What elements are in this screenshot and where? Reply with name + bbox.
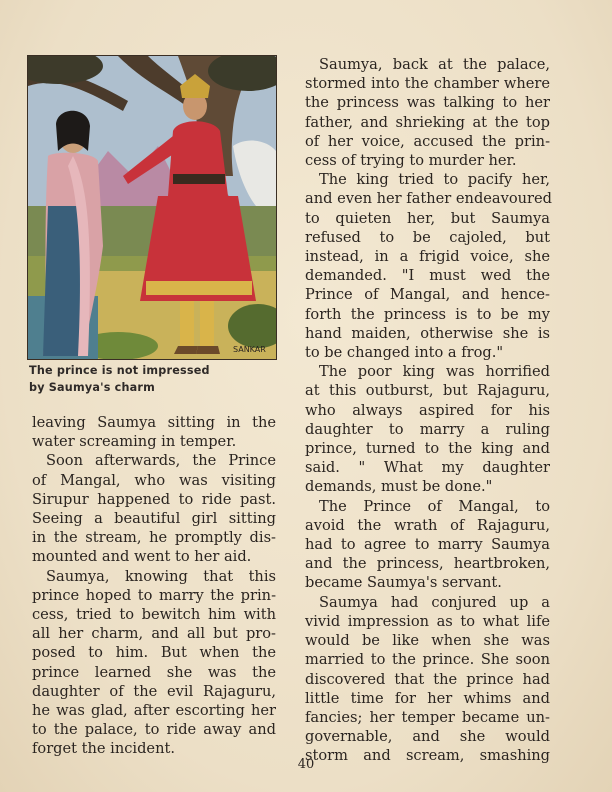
text-line: the princess was talking to her	[305, 94, 550, 112]
text-line: The Prince of Mangal, to	[319, 497, 550, 515]
text-line: cess of trying to murder her.	[305, 152, 517, 170]
illustration-art	[28, 56, 276, 359]
text-line: governable, and she would	[305, 728, 550, 746]
text-line: said. " What my daughter	[305, 459, 550, 477]
text-line: became Saumya's servant.	[305, 574, 502, 592]
text-line: demands, must be done."	[305, 478, 493, 496]
text-line: at this outburst, but Rajaguru,	[305, 382, 550, 400]
text-line: Saumya, back at the palace,	[319, 56, 550, 73]
text-line: little time for her whims and	[305, 689, 550, 707]
text-line: Seeing a beautiful girl sitting	[32, 510, 276, 528]
text-line: demanded. "I must wed the	[305, 267, 550, 285]
text-line: Saumya, knowing that this	[46, 567, 276, 585]
text-line: Soon afterwards, the Prince	[46, 452, 276, 470]
text-line: vivid impression as to what life	[305, 612, 550, 630]
text-line: would be like when she was	[305, 632, 550, 650]
text-line: he was glad, after escorting her	[32, 702, 276, 720]
text-line: and even her father endeavoured	[305, 190, 553, 208]
text-line: of her voice, accused the prin-	[305, 132, 550, 150]
text-line: discovered that the prince had	[305, 670, 550, 688]
text-line: married to the prince. She soon	[305, 651, 550, 669]
caption-line: The prince is not impressed	[29, 364, 210, 377]
text-line: to the palace, to ride away and	[32, 721, 276, 739]
text-line: storm and scream, smashing	[305, 747, 550, 765]
page-number: 40	[297, 757, 315, 772]
text-line: Sirupur happened to ride past.	[32, 490, 276, 508]
text-line: forget the incident.	[32, 740, 175, 758]
text-line: Saumya had conjured up a	[319, 593, 550, 611]
text-line: to quieten her, but Saumya	[305, 209, 550, 227]
text-line: hand maiden, otherwise she is	[305, 324, 550, 342]
text-line: The poor king was horrified	[319, 363, 550, 381]
text-line: leaving Saumya sitting in the	[32, 414, 276, 431]
text-line: prince hoped to marry the prin-	[32, 586, 276, 604]
text-line: instead, in a frigid voice, she	[305, 248, 550, 266]
text-line: forth the princess is to be my	[305, 305, 550, 323]
story-illustration	[27, 55, 277, 360]
text-line: had to agree to marry Saumya	[305, 536, 550, 554]
text-line: daughter of the evil Rajaguru,	[32, 682, 276, 700]
text-line: cess, tried to bewitch him with	[32, 606, 276, 624]
text-line: avoid the wrath of Rajaguru,	[305, 516, 550, 534]
text-line: stormed into the chamber where	[305, 75, 550, 93]
artist-signature: SANKAR	[233, 345, 266, 354]
text-line: father, and shrieking at the top	[305, 113, 550, 131]
left-text-column	[32, 413, 276, 759]
text-line: Prince of Mangal, and hence-	[305, 286, 550, 304]
text-line: prince, turned to the king and	[305, 440, 550, 458]
text-line: all her charm, and all but pro-	[32, 625, 276, 643]
text-line: mounted and went to her aid.	[32, 548, 252, 566]
text-line: who always aspired for his	[305, 401, 550, 419]
text-line: refused to be cajoled, but	[305, 228, 550, 246]
text-line: water screaming in temper.	[32, 433, 237, 451]
text-line: posed to him. But when the	[32, 644, 276, 662]
caption-line: by Saumya's charm	[29, 381, 155, 394]
text-line: and the princess, heartbroken,	[305, 555, 550, 573]
illustration-caption	[29, 362, 269, 396]
text-line: to be changed into a frog."	[305, 344, 504, 362]
text-line: of Mangal, who was visiting	[32, 471, 276, 489]
text-line: daughter to marry a ruling	[305, 420, 550, 438]
right-text-column	[305, 55, 553, 766]
text-line: fancies; her temper became un-	[305, 708, 550, 726]
text-line: in the stream, he promptly dis-	[32, 529, 276, 547]
text-line: The king tried to pacify her,	[319, 171, 550, 189]
text-line: prince learned she was the	[32, 663, 276, 681]
